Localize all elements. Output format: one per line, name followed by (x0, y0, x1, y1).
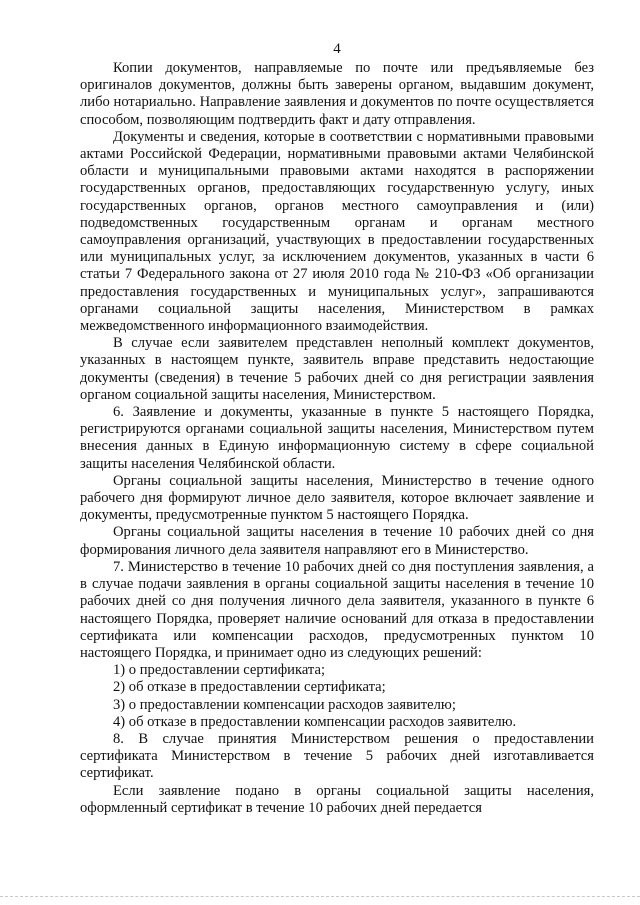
paragraph-copies: Копии документов, направляемые по почте или предъявляемые без оригиналов документов, должны быть заверены органом, выдавшим документ, либо нотариально. Направление заявления и документов по почте осуществляется способом, позволяющим подтвердить факт и дату отправления. (80, 60, 594, 128)
list-item-decision-4: 4) об отказе в предоставлении компенсации расходов заявителю. (113, 713, 517, 730)
document-body (80, 60, 594, 817)
paragraph-personal-file: Органы социальной защиты населения, Министерство в течение одного рабочего дня формируют личное дело заявителя, которое включает заявление и документы, предусмотренные пунктом 5 настоящего Порядка. (80, 472, 594, 524)
paragraph-certificate-transfer: Если заявление подано в органы социальной защиты населения, оформленный сертификат в течение 10 рабочих дней передается (80, 782, 594, 816)
page-number: 4 (333, 41, 341, 57)
paragraph-incomplete-set: В случае если заявителем представлен неполный комплект документов, указанных в настоящем пункте, заявитель вправе представить недостающие документы (сведения) в течение 5 рабочих дней со дня регистрации заявления органом социальной защиты населения, Министерством. (80, 335, 594, 403)
paragraph-forwarding: Органы социальной защиты населения в течение 10 рабочих дней со дня формирования личного дела заявителя направляют его в Министерство. (80, 524, 594, 558)
paragraph-documents-info: Документы и сведения, которые в соответствии с нормативными правовыми актами Российской Федерации, нормативными правовыми актами Челябинской области и муниципальными правовыми актами находятся в распоряжении государственных органов, предоставляющих государственную услугу, иных государственных органов, органов местного самоуправления и (или) подведомственных государственным органам и органам местного самоуправления организаций, участвующих в предоставлении государственных или муниципальных услуг, за исключением документов, указанных в части 6 статьи 7 Федерального закона от 27 июля 2010 года № 210-ФЗ «Об организации предоставления государственных и муниципальных услуг», запрашиваются органами социальной защиты населения, Министерством в рамках межведомственного информационного взаимодействия. (80, 128, 594, 335)
document-page (80, 0, 594, 905)
list-item-decision-2: 2) об отказе в предоставлении сертификата; (113, 679, 386, 696)
paragraph-item-6: 6. Заявление и документы, указанные в пункте 5 настоящего Порядка, регистрируются органами социальной защиты населения, Министерством путем внесения данных в Единую информационную систему в сфере социальной защиты населения Челябинской области. (80, 404, 594, 472)
page-bottom-divider (0, 896, 640, 897)
list-item-decision-1: 1) о предоставлении сертификата; (113, 662, 326, 679)
paragraph-item-7: 7. Министерство в течение 10 рабочих дней со дня поступления заявления, а в случае подачи заявления в органы социальной защиты населения в течение 10 рабочих дней со дня получения личного дела заявителя, указанного в пункте 6 настоящего Порядка, проверяет наличие оснований для отказа в предоставлении сертификата или компенсации расходов, предусмотренных пунктом 10 настоящего Порядка, и принимает одно из следующих решений: (80, 558, 594, 661)
list-item-decision-3: 3) о предоставлении компенсации расходов заявителю; (113, 696, 456, 713)
paragraph-item-8: 8. В случае принятия Министерством решения о предоставлении сертификата Министерством в течение 5 рабочих дней изготавливается сертификат. (80, 730, 594, 782)
